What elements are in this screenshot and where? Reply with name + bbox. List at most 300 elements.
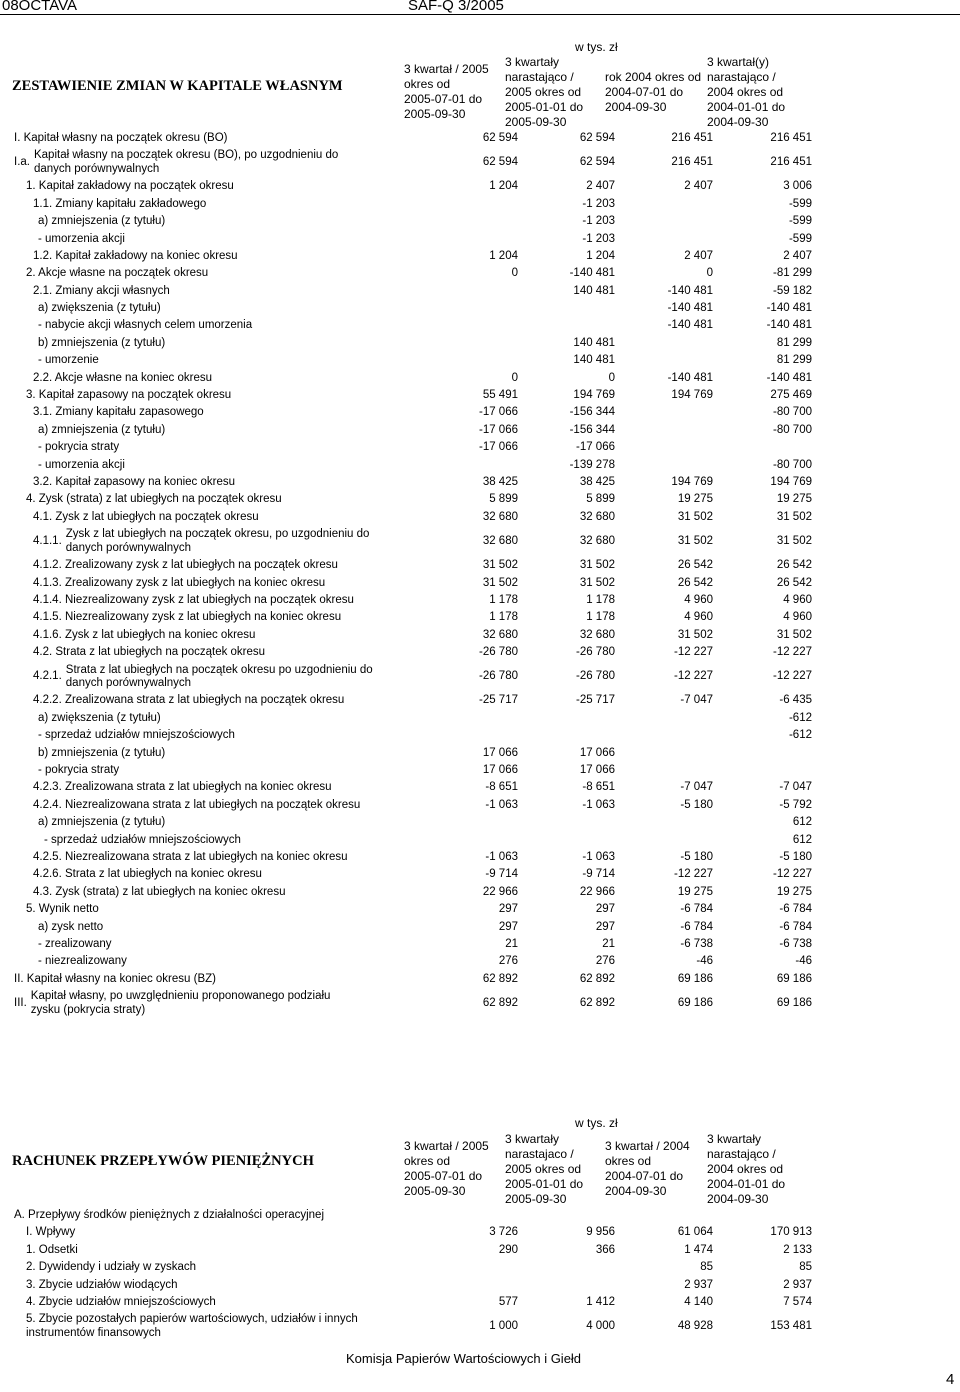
- value-cell: 31 502: [482, 576, 518, 589]
- column-header-line: 2005-09-30: [505, 1192, 567, 1206]
- row-label: [14, 1242, 424, 1259]
- column-header-line: okres od: [404, 1154, 451, 1168]
- row-text: - sprzedaż udziałów mniejszościowych: [44, 833, 241, 846]
- value-cell: 31 502: [677, 510, 713, 523]
- row-number: I.a.: [14, 156, 30, 169]
- row-label: [14, 814, 424, 831]
- table-row: [14, 953, 814, 970]
- row-label: [14, 644, 424, 661]
- value-cell: [520, 710, 617, 727]
- column-header: [605, 1139, 690, 1199]
- value-cell: -1 063: [485, 851, 518, 863]
- value-cell: -1 063: [582, 798, 615, 811]
- value-cell: 38 425: [482, 475, 518, 488]
- row-label: [14, 592, 424, 609]
- table-row: [14, 1294, 814, 1311]
- value-cell: 4 960: [684, 593, 713, 606]
- value-cell: 4 960: [783, 611, 812, 624]
- row-text: 4. Zysk (strata) z lat ubiegłych na początek okresu: [26, 493, 282, 506]
- value-cell: 0: [706, 267, 713, 280]
- report-code: SAF-Q 3/2005: [408, 0, 504, 14]
- table-row: [14, 592, 814, 609]
- value-cell: [617, 335, 715, 352]
- column-header: [605, 70, 701, 115]
- row-text: 1.2. Kapitał zakładowy na koniec okresu: [33, 249, 238, 262]
- column-header: [707, 55, 785, 130]
- value-cell: 62 594: [579, 156, 615, 169]
- column-header-line: 2004-07-01 do: [605, 1169, 684, 1183]
- row-label: [14, 283, 424, 300]
- table-row: [14, 1207, 814, 1224]
- value-cell: -8 651: [582, 781, 615, 794]
- value-cell: -156 344: [569, 423, 615, 436]
- column-header-line: 2004-01-01 do: [707, 1177, 786, 1191]
- value-cell: 170 913: [770, 1226, 812, 1239]
- row-label: [14, 745, 424, 762]
- row-text: a) zwiększenia (z tytułu): [38, 302, 161, 315]
- table-row: [14, 814, 814, 831]
- value-cell: [617, 814, 715, 831]
- value-cell: 1 178: [586, 611, 615, 624]
- table-row: [14, 526, 814, 557]
- value-cell: [424, 1259, 520, 1276]
- value-cell: -140 481: [766, 302, 812, 315]
- value-cell: [424, 300, 520, 317]
- value-cell: 2 937: [783, 1278, 812, 1291]
- value-cell: 2 407: [684, 249, 713, 262]
- column-header-line: rok 2004 okres od: [605, 70, 702, 84]
- table-row: [14, 283, 814, 300]
- value-cell: -6 784: [779, 920, 812, 933]
- table-row: [14, 884, 814, 901]
- row-text: 3.1. Zmiany kapitału zapasowego: [33, 406, 204, 419]
- value-cell: 216 451: [770, 156, 812, 169]
- table-row: [14, 1242, 814, 1259]
- value-cell: [617, 457, 715, 474]
- row-text: Kapitał własny na początek okresu (BO), po uzgodnieniu do danych porównywalnych: [33, 149, 339, 175]
- row-text: 1.1. Zmiany kapitału zakładowego: [33, 197, 207, 210]
- table-row: [14, 387, 814, 404]
- value-cell: -6 435: [779, 694, 812, 707]
- value-cell: [617, 231, 715, 248]
- document-header: [0, 0, 960, 15]
- row-label: [14, 919, 424, 936]
- row-text: a) zmniejszenia (z tytułu): [38, 215, 166, 228]
- row-label: [14, 936, 424, 953]
- row-text: 4.2.2. Zrealizowana strata z lat ubiegłych na początek okresu: [33, 694, 345, 707]
- column-header-line: narastająco /: [707, 1147, 776, 1161]
- row-text: 4.1.4. Niezrealizowany zysk z lat ubiegłych na początek okresu: [33, 593, 354, 606]
- table-row: [14, 866, 814, 883]
- value-cell: 69 186: [776, 972, 812, 985]
- row-text: 3.2. Kapitał zapasowy na koniec okresu: [33, 475, 236, 488]
- value-cell: [520, 318, 617, 335]
- value-cell: 31 502: [482, 559, 518, 572]
- value-cell: [424, 335, 520, 352]
- table-row: [14, 762, 814, 779]
- value-cell: -599: [788, 215, 812, 228]
- value-cell: 140 481: [573, 336, 615, 349]
- value-cell: -17 066: [575, 441, 615, 454]
- value-cell: -9 714: [582, 868, 615, 881]
- value-cell: 0: [608, 371, 615, 384]
- table-row: [14, 1311, 814, 1342]
- row-text: - nabycie akcji własnych celem umorzenia: [38, 319, 253, 332]
- value-cell: -5 180: [680, 851, 713, 863]
- table-row: [14, 370, 814, 387]
- table-row: [14, 936, 814, 953]
- row-text: 4.2.6. Strata z lat ubiegłych na koniec okresu: [33, 868, 262, 881]
- value-cell: -6 784: [680, 920, 713, 933]
- value-cell: 9 956: [586, 1226, 615, 1239]
- row-text: - zrealizowany: [38, 937, 112, 950]
- value-cell: -140 481: [667, 284, 713, 297]
- value-cell: 5 899: [586, 493, 615, 506]
- table-row: [14, 352, 814, 369]
- table-row: [14, 300, 814, 317]
- value-cell: 81 299: [776, 354, 812, 367]
- row-label: [14, 866, 424, 883]
- value-cell: 297: [498, 903, 518, 916]
- row-text: 4.2. Strata z lat ubiegłych na początek okresu: [33, 646, 266, 659]
- column-header-line: 2005-09-30: [404, 107, 466, 121]
- value-cell: -140 481: [667, 371, 713, 384]
- row-label: [14, 352, 424, 369]
- row-label: [14, 627, 424, 644]
- table-row: [14, 832, 814, 849]
- row-label: [14, 1259, 424, 1276]
- row-label: [14, 1294, 424, 1311]
- value-cell: [617, 710, 715, 727]
- table-row: [14, 491, 814, 508]
- value-cell: [617, 832, 715, 849]
- row-label: [14, 457, 424, 474]
- value-cell: 140 481: [573, 284, 615, 297]
- value-cell: 194 769: [671, 389, 713, 402]
- table-row: [14, 1259, 814, 1276]
- value-cell: 32 680: [579, 510, 615, 523]
- value-cell: 17 066: [579, 746, 615, 759]
- row-label: [14, 491, 424, 508]
- value-cell: -6 738: [779, 937, 812, 950]
- column-header-line: 3 kwartał / 2005: [404, 1139, 489, 1153]
- row-label: [14, 662, 424, 693]
- value-cell: -46: [696, 955, 713, 968]
- value-cell: -26 780: [575, 670, 615, 683]
- value-cell: 85: [700, 1261, 713, 1274]
- value-cell: -1 203: [582, 215, 615, 228]
- value-cell: 26 542: [776, 576, 812, 589]
- value-cell: [424, 283, 520, 300]
- column-header: [505, 1132, 583, 1207]
- row-label: [14, 318, 424, 335]
- row-label: [14, 439, 424, 456]
- row-text: 4.2.5. Niezrealizowana strata z lat ubiegłych na koniec okresu: [33, 851, 348, 863]
- column-header: [404, 1139, 489, 1199]
- value-cell: 7 574: [783, 1295, 812, 1308]
- row-text: Kapitał własny, po uwzględnieniu proponowanego podziału zysku (pokrycia straty): [30, 990, 331, 1016]
- value-cell: -7 047: [680, 694, 713, 707]
- column-header-line: 2004-09-30: [707, 1192, 769, 1206]
- row-number: III.: [14, 996, 27, 1009]
- value-cell: 140 481: [573, 354, 615, 367]
- column-header-line: 3 kwartały: [505, 1132, 560, 1146]
- value-cell: 26 542: [776, 559, 812, 572]
- value-cell: -5 180: [779, 851, 812, 863]
- table-row: [14, 557, 814, 574]
- row-label: [14, 248, 424, 265]
- value-cell: 612: [792, 816, 812, 829]
- row-label: [14, 404, 424, 421]
- value-cell: 32 680: [482, 510, 518, 523]
- row-text: 1. Kapitał zakładowy na początek okresu: [26, 180, 234, 193]
- value-cell: 297: [595, 903, 615, 916]
- value-cell: -599: [788, 197, 812, 210]
- value-cell: 69 186: [677, 972, 713, 985]
- value-cell: [617, 727, 715, 744]
- row-label: [14, 693, 424, 710]
- value-cell: 0: [511, 371, 518, 384]
- value-cell: [424, 196, 520, 213]
- value-cell: 81 299: [776, 336, 812, 349]
- row-text: 4.2.4. Niezrealizowana strata z lat ubiegłych na początek okresu: [33, 798, 361, 811]
- value-cell: -156 344: [569, 406, 615, 419]
- value-cell: -612: [788, 711, 812, 724]
- table-row: [14, 1277, 814, 1294]
- value-cell: 2 937: [684, 1278, 713, 1291]
- table-row: [14, 901, 814, 918]
- value-cell: [617, 404, 715, 421]
- row-number: 4.2.1.: [33, 670, 62, 683]
- value-cell: -6 784: [779, 903, 812, 916]
- table-row: [14, 609, 814, 626]
- value-cell: 19 275: [776, 493, 812, 506]
- row-text: A. Przepływy środków pieniężnych z działalności operacyjnej: [14, 1208, 325, 1221]
- row-label: [14, 1224, 424, 1241]
- row-label: [14, 780, 424, 797]
- value-cell: -12 227: [673, 646, 713, 659]
- row-label: [14, 901, 424, 918]
- value-cell: 2 407: [586, 180, 615, 193]
- row-text: 4.1. Zysk z lat ubiegłych na początek okresu: [33, 510, 259, 523]
- row-text: 4.1.3. Zrealizowany zysk z lat ubiegłych na koniec okresu: [33, 576, 326, 589]
- value-cell: -81 299: [772, 267, 812, 280]
- value-cell: -612: [788, 729, 812, 742]
- value-cell: [424, 814, 520, 831]
- value-cell: [617, 422, 715, 439]
- table-row: [14, 335, 814, 352]
- row-text: a) zmniejszenia (z tytułu): [38, 816, 166, 829]
- column-header: [404, 62, 489, 122]
- value-cell: -80 700: [772, 458, 812, 471]
- value-cell: 612: [792, 833, 812, 846]
- column-header-line: 2005 okres od: [505, 1162, 582, 1176]
- table-row: [14, 971, 814, 988]
- table-row: [14, 439, 814, 456]
- value-cell: [424, 710, 520, 727]
- value-cell: 48 928: [677, 1320, 713, 1333]
- column-header-line: 2004-09-30: [707, 115, 769, 129]
- value-cell: [424, 1207, 520, 1224]
- value-cell: [715, 1207, 814, 1224]
- value-cell: 17 066: [482, 746, 518, 759]
- value-cell: 62 594: [482, 156, 518, 169]
- row-label: [14, 727, 424, 744]
- value-cell: -140 481: [667, 302, 713, 315]
- value-cell: 4 000: [586, 1320, 615, 1333]
- value-cell: 31 502: [677, 534, 713, 547]
- value-cell: 276: [595, 955, 615, 968]
- table-row: [14, 130, 814, 147]
- column-header-line: 2005-01-01 do: [505, 100, 584, 114]
- value-cell: -1 063: [582, 851, 615, 863]
- value-cell: 31 502: [579, 559, 615, 572]
- row-label: [14, 422, 424, 439]
- value-cell: -5 180: [680, 798, 713, 811]
- value-cell: [424, 318, 520, 335]
- column-header-line: narastająco /: [505, 70, 574, 84]
- row-text: 4.2.3. Zrealizowana strata z lat ubiegłych na koniec okresu: [33, 781, 332, 794]
- column-header-line: 2005-07-01 do: [404, 92, 483, 106]
- row-text: 5. Zbycie pozostałych papierów wartościowych, udziałów i innych instrumentów finansowych: [26, 1313, 358, 1339]
- column-header-line: 3 kwartał(y): [707, 55, 770, 69]
- value-cell: 62 892: [579, 996, 615, 1009]
- value-cell: [520, 1277, 617, 1294]
- row-text: 4.1.6. Zysk z lat ubiegłych na koniec okresu: [33, 628, 256, 641]
- value-cell: -17 066: [478, 423, 518, 436]
- value-cell: 69 186: [776, 996, 812, 1009]
- row-text: a) zwiększenia (z tytułu): [38, 711, 161, 724]
- value-cell: 62 892: [482, 972, 518, 985]
- table-row: [14, 265, 814, 282]
- table-row: [14, 196, 814, 213]
- row-label: [14, 474, 424, 491]
- value-cell: [424, 457, 520, 474]
- value-cell: 5 899: [489, 493, 518, 506]
- column-header: [707, 1132, 785, 1207]
- table-row: [14, 457, 814, 474]
- value-cell: -7 047: [680, 781, 713, 794]
- table-row: [14, 422, 814, 439]
- value-cell: -59 182: [772, 284, 812, 297]
- table-row: [14, 919, 814, 936]
- column-header-line: 2005-09-30: [505, 115, 567, 129]
- footer-text: Komisja Papierów Wartościowych i Giełd: [346, 1351, 582, 1366]
- equity-changes-table: [14, 130, 814, 1019]
- row-text: - pokrycia straty: [38, 764, 120, 777]
- value-cell: 21: [602, 937, 615, 950]
- value-cell: 1 204: [489, 180, 518, 193]
- column-header-line: okres od: [605, 1154, 652, 1168]
- row-text: 2.1. Zmiany akcji własnych: [33, 284, 170, 297]
- value-cell: [520, 727, 617, 744]
- row-text: 4.3. Zysk (strata) z lat ubiegłych na koniec okresu: [33, 885, 286, 898]
- value-cell: -12 227: [772, 670, 812, 683]
- column-header: [505, 55, 583, 130]
- column-header-line: 3 kwartały: [505, 55, 560, 69]
- value-cell: 62 594: [482, 131, 518, 144]
- value-cell: 85: [799, 1261, 812, 1274]
- row-text: 5. Wynik netto: [26, 903, 99, 916]
- value-cell: [520, 832, 617, 849]
- table-row: [14, 662, 814, 693]
- value-cell: 17 066: [579, 764, 615, 777]
- row-label: [14, 1277, 424, 1294]
- value-cell: 194 769: [573, 389, 615, 402]
- value-cell: 2 407: [684, 180, 713, 193]
- row-label: [14, 849, 424, 866]
- value-cell: 297: [595, 920, 615, 933]
- row-text: b) zmniejszenia (z tytułu): [38, 336, 166, 349]
- table-row: [14, 627, 814, 644]
- table-row: [14, 780, 814, 797]
- row-label: [14, 509, 424, 526]
- value-cell: 577: [498, 1295, 518, 1308]
- value-cell: 276: [498, 955, 518, 968]
- company-code: 08OCTAVA: [2, 0, 78, 14]
- column-header-line: 2004 okres od: [707, 1162, 784, 1176]
- row-label: [14, 300, 424, 317]
- column-header-line: 2004-01-01 do: [707, 100, 786, 114]
- value-cell: [715, 439, 814, 456]
- value-cell: [520, 1259, 617, 1276]
- value-cell: 22 966: [579, 885, 615, 898]
- row-text: - niezrealizowany: [38, 955, 127, 968]
- table-row: [14, 248, 814, 265]
- value-cell: 32 680: [482, 628, 518, 641]
- row-label: [14, 557, 424, 574]
- value-cell: [617, 352, 715, 369]
- row-text: - umorzenia akcji: [38, 458, 125, 471]
- row-label: [14, 832, 424, 849]
- value-cell: 31 502: [776, 628, 812, 641]
- value-cell: 4 960: [783, 593, 812, 606]
- row-label: [14, 1207, 424, 1224]
- value-cell: 1 412: [586, 1295, 615, 1308]
- value-cell: 1 178: [489, 611, 518, 624]
- value-cell: [617, 1207, 715, 1224]
- value-cell: 55 491: [482, 389, 518, 402]
- value-cell: [520, 1207, 617, 1224]
- value-cell: 31 502: [776, 510, 812, 523]
- table-row: [14, 797, 814, 814]
- column-header-line: 2004 okres od: [707, 85, 784, 99]
- value-cell: 62 892: [579, 972, 615, 985]
- value-cell: [617, 762, 715, 779]
- row-label: [14, 953, 424, 970]
- value-cell: -140 481: [766, 371, 812, 384]
- column-header-line: 2005 okres od: [505, 85, 582, 99]
- row-text: b) zmniejszenia (z tytułu): [38, 746, 166, 759]
- row-text: 3. Kapitał zapasowy na początek okresu: [26, 389, 232, 402]
- column-header-line: 2004-09-30: [605, 1184, 667, 1198]
- value-cell: -12 227: [772, 646, 812, 659]
- column-header-line: narastajaco /: [505, 1147, 574, 1161]
- value-cell: -80 700: [772, 423, 812, 436]
- unit-label-1: w tys. zł: [575, 40, 618, 54]
- column-header-line: okres od: [404, 77, 451, 91]
- table-row: [14, 213, 814, 230]
- table-row: [14, 727, 814, 744]
- table-row: [14, 318, 814, 335]
- value-cell: -17 066: [478, 406, 518, 419]
- value-cell: 26 542: [677, 576, 713, 589]
- column-header-line: 2004-09-30: [605, 100, 667, 114]
- column-header-line: 2005-07-01 do: [404, 1169, 483, 1183]
- value-cell: -9 714: [485, 868, 518, 881]
- page-number: 4: [946, 1371, 955, 1388]
- value-cell: -5 792: [779, 798, 812, 811]
